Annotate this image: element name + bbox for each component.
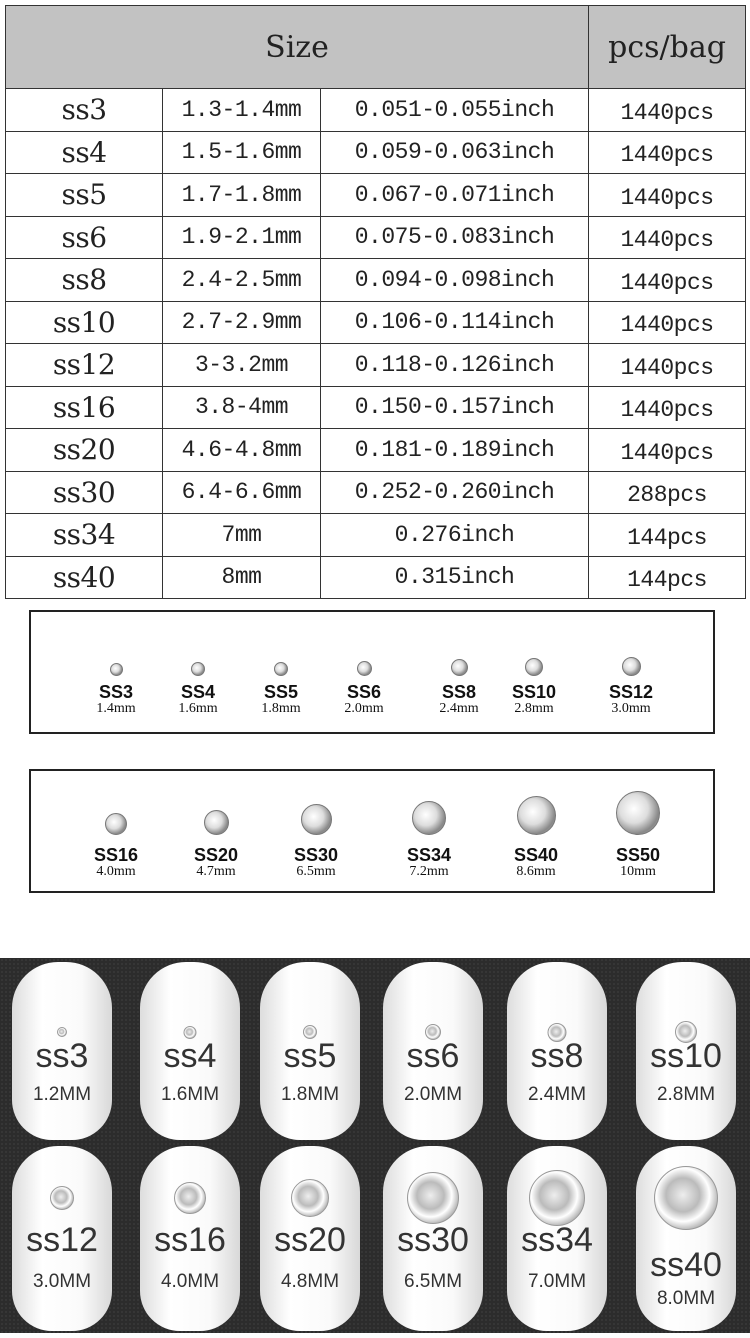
size-label: SS30	[293, 845, 339, 865]
size-mm: 7.2mm	[409, 864, 449, 879]
nail-sample	[507, 962, 607, 1140]
nail-size-mm: 2.0MM	[403, 1084, 463, 1105]
size-inch-cell: 0.094-0.098inch	[321, 259, 589, 302]
nail-size-label: ss20	[274, 1221, 346, 1259]
rhinestone-icon	[291, 1179, 329, 1217]
size-chart-item	[494, 638, 574, 716]
rhinestone-icon	[529, 1170, 585, 1226]
size-inch-cell: 0.075-0.083inch	[321, 216, 589, 259]
nail-sample	[636, 962, 736, 1140]
size-mm: 4.7mm	[196, 864, 236, 879]
nail-size-mm: 4.8MM	[280, 1271, 340, 1292]
size-mm: 8.6mm	[516, 864, 556, 879]
size-chart-item	[324, 638, 404, 716]
size-inch-cell: 0.106-0.114inch	[321, 301, 589, 344]
table-row	[6, 386, 746, 429]
size-inch-cell: 0.181-0.189inch	[321, 429, 589, 472]
size-inch-cell: 0.276inch	[321, 514, 589, 557]
rhinestone-icon	[57, 1027, 67, 1037]
nail-sample	[140, 962, 240, 1140]
size-inch-cell: 0.051-0.055inch	[321, 89, 589, 132]
table-row	[6, 131, 746, 174]
size-code-cell: ss6	[6, 216, 163, 259]
nail-sample	[140, 1146, 240, 1331]
size-code-cell: ss30	[6, 471, 163, 514]
table-row	[6, 216, 746, 259]
size-code-cell: ss5	[6, 174, 163, 217]
table-row	[6, 471, 746, 514]
rhinestone-icon	[451, 659, 468, 676]
table-row	[6, 556, 746, 599]
rhinestone-icon	[407, 1172, 459, 1224]
nail-sample	[260, 1146, 360, 1331]
size-chart-box-large	[29, 769, 715, 893]
table-row	[6, 429, 746, 472]
pcs-per-bag-cell: 1440pcs	[589, 131, 746, 174]
nail-size-label: ss40	[650, 1246, 722, 1284]
rhinestone-icon	[616, 791, 660, 835]
nail-sample	[12, 962, 112, 1140]
size-label: SS8	[441, 682, 477, 702]
nail-size-mm: 6.5MM	[403, 1271, 463, 1292]
size-label: SS3	[98, 682, 134, 702]
rhinestone-icon	[204, 810, 229, 835]
nail-size-mm: 2.4MM	[527, 1084, 587, 1105]
size-mm: 1.8mm	[261, 701, 301, 716]
size-mm: 6.5mm	[296, 864, 336, 879]
rhinestone-icon	[654, 1166, 718, 1230]
nail-size-label: ss16	[154, 1221, 226, 1259]
size-chart-item	[176, 797, 256, 879]
nail-size-mm: 1.2MM	[32, 1084, 92, 1105]
table-row	[6, 344, 746, 387]
size-label: SS12	[608, 682, 654, 702]
size-header: Size	[6, 6, 589, 89]
size-label: SS40	[513, 845, 559, 865]
nail-size-mm: 1.6MM	[160, 1084, 220, 1105]
pcs-per-bag-cell: 1440pcs	[589, 301, 746, 344]
size-code-cell: ss16	[6, 386, 163, 429]
size-mm: 2.0mm	[344, 701, 384, 716]
size-chart-item	[419, 638, 499, 716]
nail-size-label: ss30	[397, 1221, 469, 1259]
nail-sample	[507, 1146, 607, 1331]
size-chart-item	[76, 797, 156, 879]
nail-comparison-photo	[0, 958, 750, 1333]
size-mm-cell: 8mm	[163, 556, 321, 599]
pcs-per-bag-cell: 1440pcs	[589, 89, 746, 132]
nail-size-mm: 3.0MM	[32, 1271, 92, 1292]
size-inch-cell: 0.252-0.260inch	[321, 471, 589, 514]
size-label: SS10	[511, 682, 557, 702]
pcs-per-bag-header: pcs/bag	[589, 6, 746, 89]
rhinestone-icon	[50, 1186, 74, 1210]
size-label: SS6	[346, 682, 382, 702]
nail-sample	[12, 1146, 112, 1331]
size-mm-cell: 3.8-4mm	[163, 386, 321, 429]
size-chart-item	[591, 638, 671, 716]
table-row	[6, 301, 746, 344]
table-row	[6, 174, 746, 217]
rhinestone-icon	[105, 813, 127, 835]
nail-size-label: ss5	[283, 1037, 337, 1075]
size-chart-item	[158, 638, 238, 716]
rhinestone-icon	[274, 662, 288, 676]
size-label: SS16	[93, 845, 139, 865]
size-table	[5, 5, 746, 599]
size-inch-cell: 0.150-0.157inch	[321, 386, 589, 429]
size-inch-cell: 0.315inch	[321, 556, 589, 599]
size-label: SS4	[180, 682, 216, 702]
size-mm: 4.0mm	[96, 864, 136, 879]
nail-size-mm: 2.8MM	[656, 1084, 716, 1105]
nail-size-label: ss12	[26, 1221, 98, 1259]
nail-size-label: ss10	[650, 1037, 722, 1075]
rhinestone-icon	[357, 661, 372, 676]
rhinestone-icon	[191, 662, 205, 676]
size-label: SS50	[615, 845, 661, 865]
pcs-per-bag-cell: 1440pcs	[589, 386, 746, 429]
size-mm: 1.4mm	[96, 701, 136, 716]
rhinestone-icon	[174, 1182, 206, 1214]
rhinestone-icon	[412, 801, 446, 835]
size-mm: 10mm	[620, 864, 656, 879]
nail-size-label: ss3	[35, 1037, 89, 1075]
size-code-cell: ss3	[6, 89, 163, 132]
size-mm: 3.0mm	[611, 701, 651, 716]
size-mm-cell: 1.5-1.6mm	[163, 131, 321, 174]
table-row	[6, 514, 746, 557]
pcs-per-bag-cell: 1440pcs	[589, 259, 746, 302]
nail-sample	[636, 1146, 736, 1331]
nail-size-label: ss6	[406, 1037, 460, 1075]
size-mm-cell: 6.4-6.6mm	[163, 471, 321, 514]
size-mm-cell: 1.7-1.8mm	[163, 174, 321, 217]
size-mm-cell: 1.9-2.1mm	[163, 216, 321, 259]
pcs-per-bag-cell: 1440pcs	[589, 429, 746, 472]
nail-sample	[383, 962, 483, 1140]
size-inch-cell: 0.067-0.071inch	[321, 174, 589, 217]
size-code-cell: ss40	[6, 556, 163, 599]
size-mm-cell: 2.7-2.9mm	[163, 301, 321, 344]
nail-sample	[260, 962, 360, 1140]
nail-size-mm: 1.8MM	[280, 1084, 340, 1105]
nail-size-label: ss34	[521, 1221, 593, 1259]
table-row	[6, 89, 746, 132]
pcs-per-bag-cell: 1440pcs	[589, 216, 746, 259]
size-label: SS5	[263, 682, 299, 702]
pcs-per-bag-cell: 288pcs	[589, 471, 746, 514]
size-chart-item	[76, 638, 156, 716]
size-mm-cell: 2.4-2.5mm	[163, 259, 321, 302]
rhinestone-icon	[525, 658, 543, 676]
size-code-cell: ss12	[6, 344, 163, 387]
nail-sample	[383, 1146, 483, 1331]
rhinestone-icon	[517, 796, 556, 835]
nail-size-label: ss4	[163, 1037, 217, 1075]
nail-size-mm: 8.0MM	[656, 1288, 716, 1309]
size-chart-box-small	[29, 610, 715, 734]
size-mm: 2.4mm	[439, 701, 479, 716]
size-mm-cell: 3-3.2mm	[163, 344, 321, 387]
pcs-per-bag-cell: 1440pcs	[589, 174, 746, 217]
table-row	[6, 259, 746, 302]
nail-size-label: ss8	[530, 1037, 584, 1075]
size-chart-item	[598, 797, 678, 879]
size-code-cell: ss8	[6, 259, 163, 302]
rhinestone-icon	[110, 663, 123, 676]
pcs-per-bag-cell: 144pcs	[589, 556, 746, 599]
pcs-per-bag-cell: 1440pcs	[589, 344, 746, 387]
size-chart-item	[276, 797, 356, 879]
size-mm: 1.6mm	[178, 701, 218, 716]
size-code-cell: ss20	[6, 429, 163, 472]
size-mm: 2.8mm	[514, 701, 554, 716]
size-chart-item	[389, 797, 469, 879]
size-label: SS20	[193, 845, 239, 865]
size-mm-cell: 1.3-1.4mm	[163, 89, 321, 132]
size-mm-cell: 4.6-4.8mm	[163, 429, 321, 472]
size-inch-cell: 0.059-0.063inch	[321, 131, 589, 174]
size-inch-cell: 0.118-0.126inch	[321, 344, 589, 387]
size-code-cell: ss34	[6, 514, 163, 557]
size-mm-cell: 7mm	[163, 514, 321, 557]
rhinestone-icon	[301, 804, 332, 835]
size-chart-item	[496, 797, 576, 879]
size-label: SS34	[406, 845, 452, 865]
nail-size-mm: 7.0MM	[527, 1271, 587, 1292]
nail-size-mm: 4.0MM	[160, 1271, 220, 1292]
pcs-per-bag-cell: 144pcs	[589, 514, 746, 557]
size-code-cell: ss10	[6, 301, 163, 344]
rhinestone-icon	[622, 657, 641, 676]
size-chart-item	[241, 638, 321, 716]
size-code-cell: ss4	[6, 131, 163, 174]
